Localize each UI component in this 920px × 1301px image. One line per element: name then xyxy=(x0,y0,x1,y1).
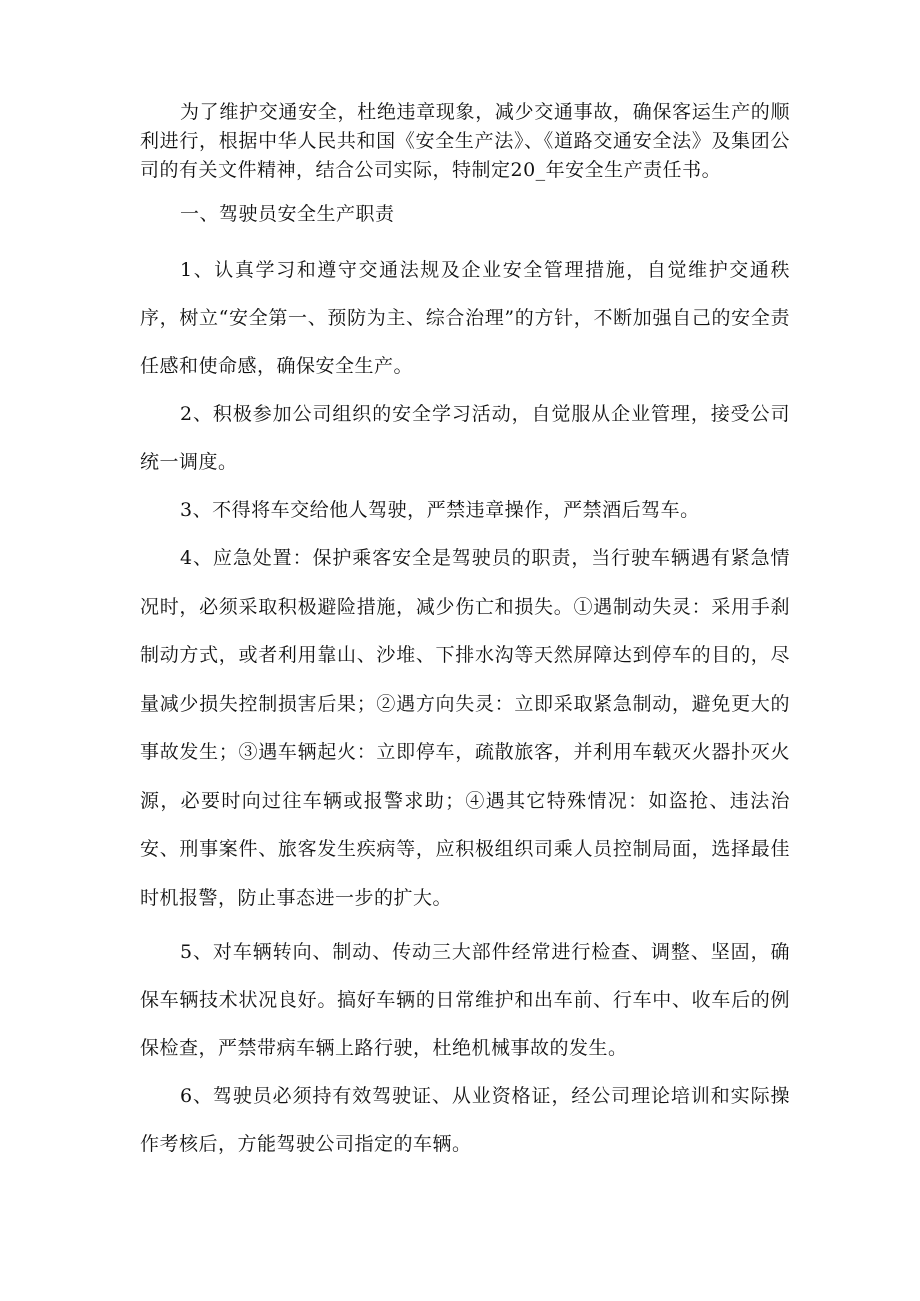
duty-item-6: 6、驾驶员必须持有效驾驶证、从业资格证，经公司理论培训和实际操作考核后，方能驾驶公司指定的车辆。 xyxy=(140,1085,790,1155)
duty-item-5: 5、对车辆转向、制动、传动三大部件经常进行检查、调整、坚固，确保车辆技术状况良好。搞好车辆的日常维护和出车前、行车中、收车后的例保检查，严禁带病车辆上路行驶，杜绝机械事故的发生。 xyxy=(140,941,790,1059)
intro-paragraph: 为了维护交通安全，杜绝违章现象，减少交通事故，确保客运生产的顺利进行，根据中华人民共和国《安全生产法》、《道路交通安全法》及集团公司的有关文件精神，结合公司实际，特制定20_年安全生产责任书。 xyxy=(140,101,790,181)
duty-item-1: 1、认真学习和遵守交通法规及企业安全管理措施，自觉维护交通秩序，树立“安全第一、预防为主、综合治理”的方针，不断加强自己的安全责任感和使命感，确保安全生产。 xyxy=(140,259,790,377)
section-heading: 一、驾驶员安全生产职责 xyxy=(180,203,395,225)
duty-item-4: 4、应急处置：保护乘客安全是驾驶员的职责，当行驶车辆遇有紧急情况时，必须采取积极避险措施，减少伤亡和损失。①遇制动失灵：采用手刹制动方式，或者利用靠山、沙堆、下排水沟等天然屏障达到停车的目的，尽量减少损失控制损害后果；②遇方向失灵：立即采取紧急制动，避免更大的事故发生；③遇车辆起火：立即停车，疏散旅客，并利用车载灭火器扑灭火源，必要时向过往车辆或报警求助；④遇其它特殊情况：如盗抢、违法治安、刑事案件、旅客发生疾病等，应积极组织司乘人员控制局面，选择最佳时机报警，防止事态进一步的扩大。 xyxy=(140,547,790,909)
duty-item-2: 2、积极参加公司组织的安全学习活动，自觉服从企业管理，接受公司统一调度。 xyxy=(140,403,790,473)
duty-item-3: 3、不得将车交给他人驾驶，严禁违章操作，严禁酒后驾车。 xyxy=(180,499,700,521)
